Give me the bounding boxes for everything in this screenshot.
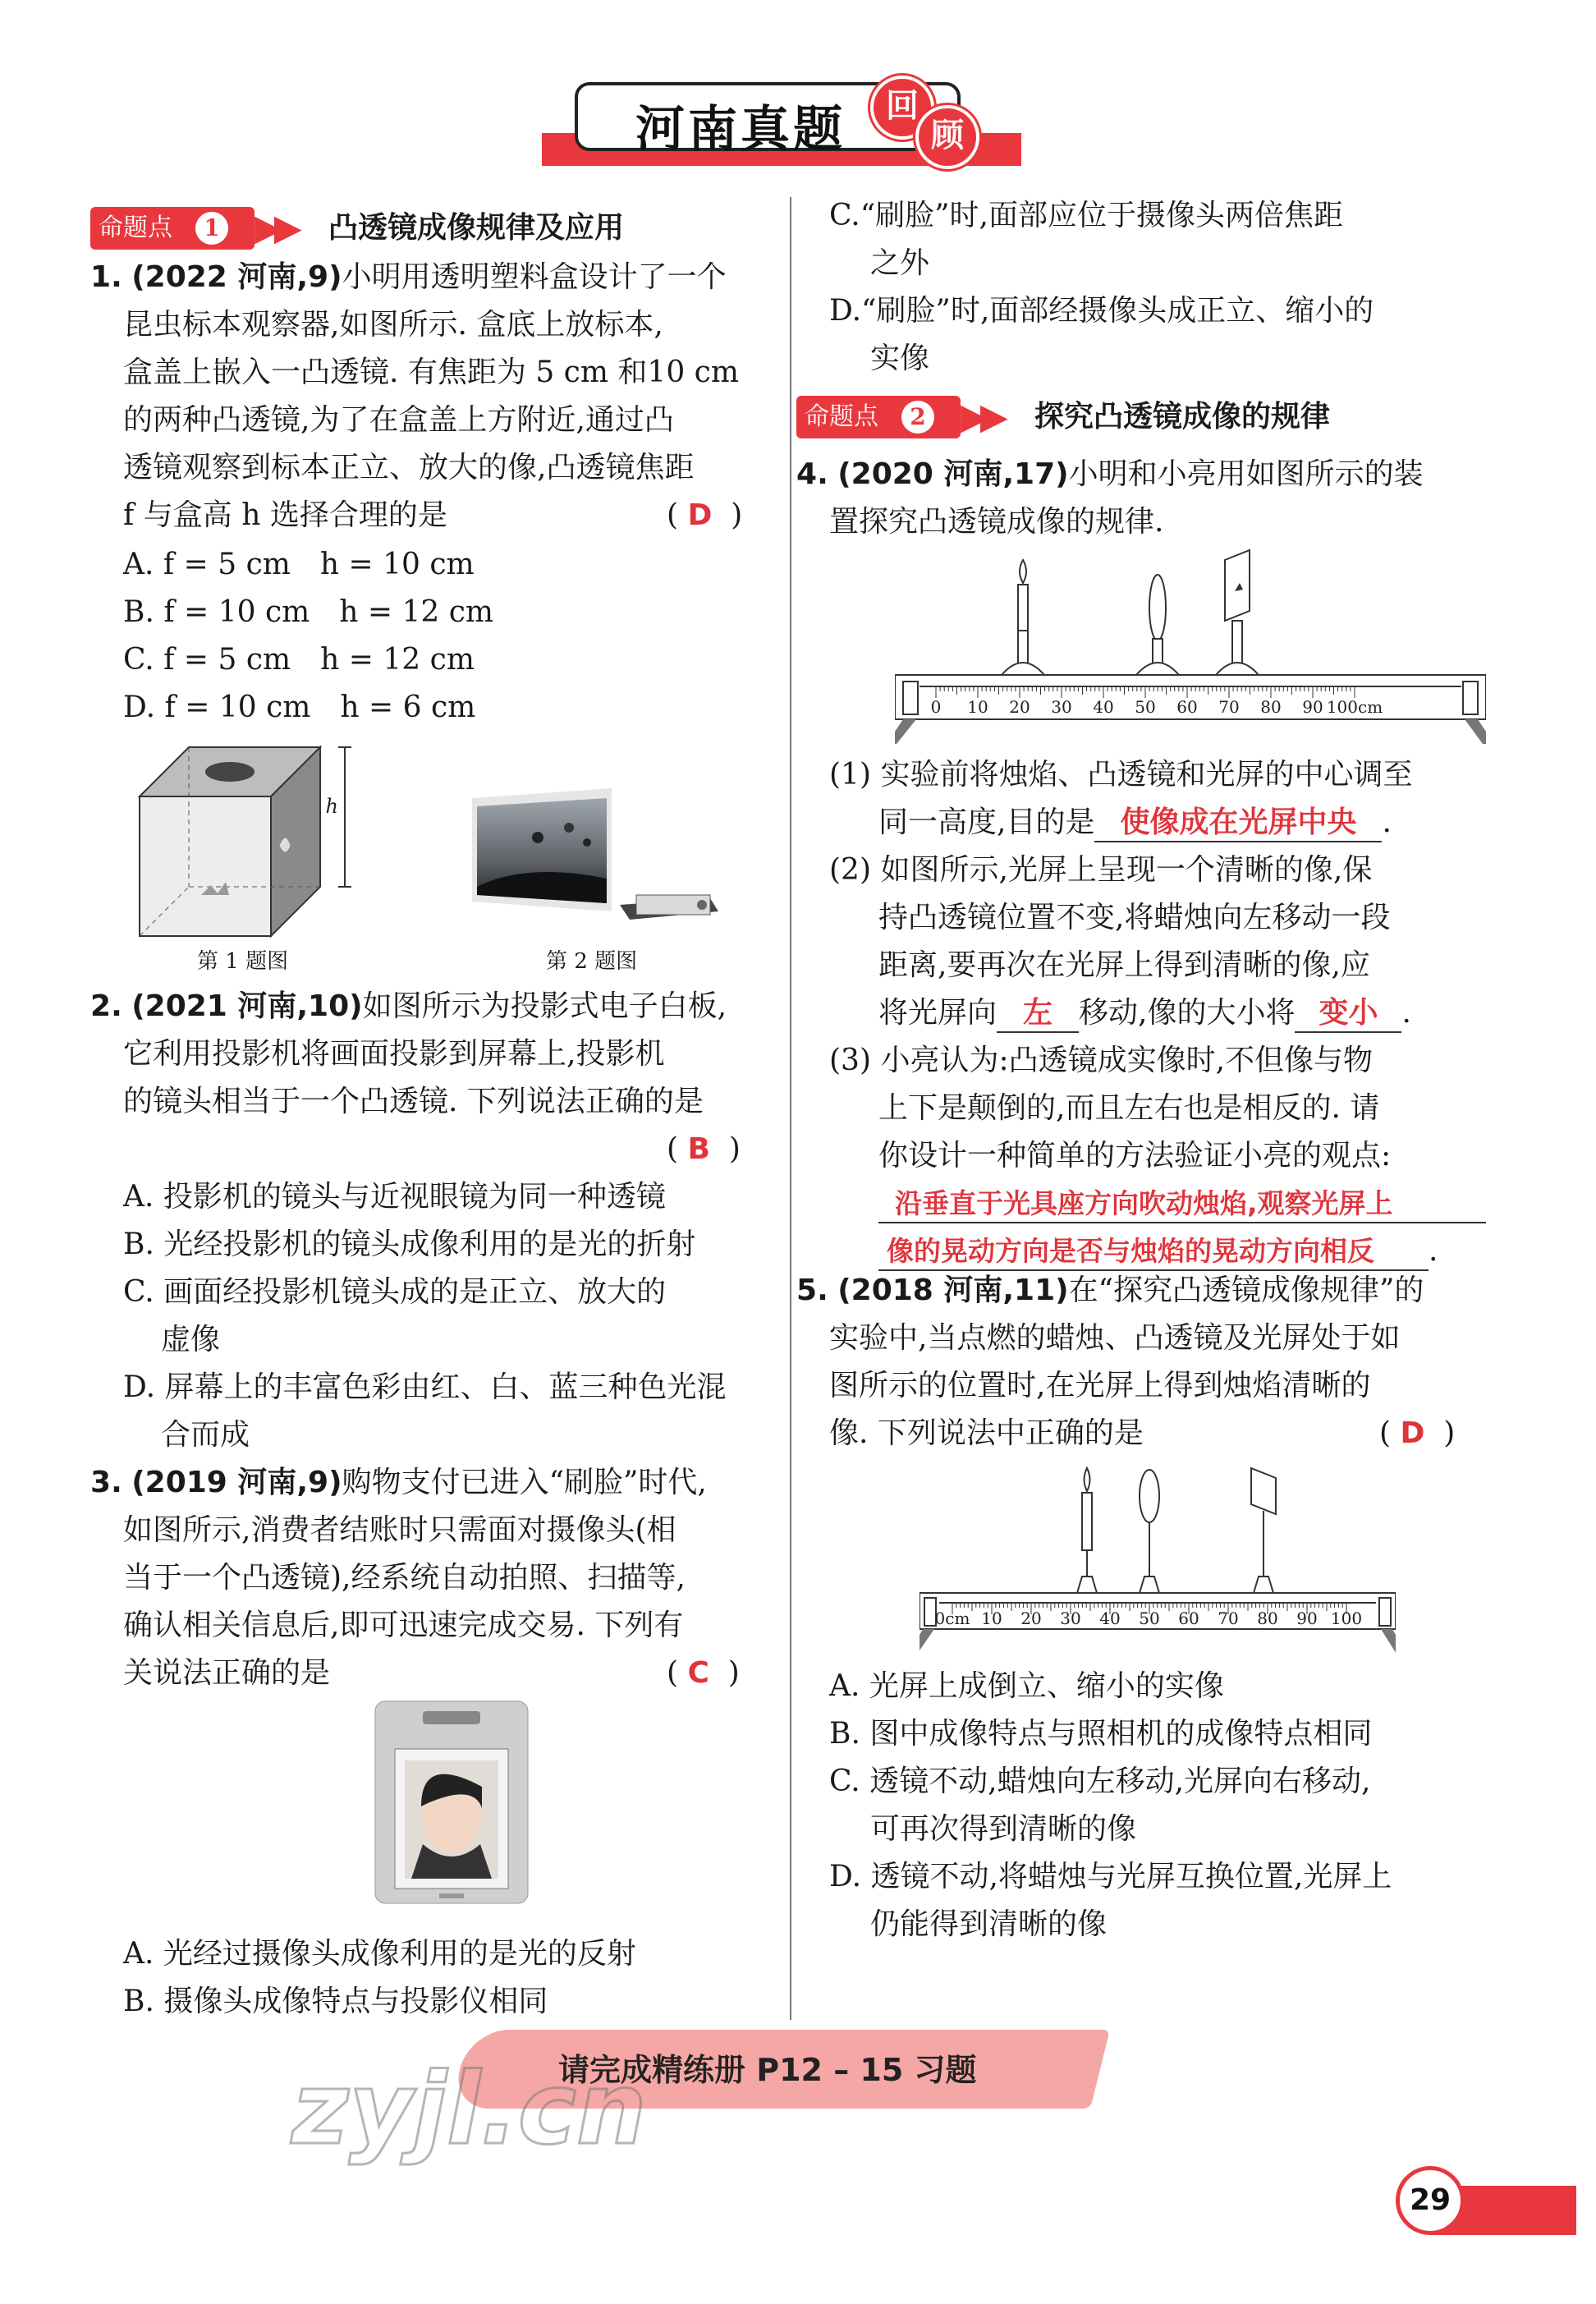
ruler-label: 100	[1330, 1609, 1363, 1628]
q2-number: 2	[90, 989, 112, 1023]
q1-text-line: 昆虫标本观察器,如图所示. 盒底上放标本,	[123, 308, 663, 342]
q2-projector-figure	[472, 788, 735, 936]
q3-answer-bracket: ( C )	[667, 1656, 740, 1690]
q2-option-c-cont: 虚像	[161, 1323, 221, 1356]
q1-answer: D	[687, 498, 713, 532]
q4-p1-period: .	[1382, 805, 1392, 839]
ruler-label: 30	[1051, 697, 1072, 717]
q2-option-b: B. 光经投影机的镜头成像利用的是光的折射	[123, 1228, 696, 1261]
header-banner	[542, 82, 1021, 168]
q2-option-c: C. 画面经投影机镜头成的是正立、放大的	[123, 1275, 667, 1309]
q1-answer-bracket: ( D )	[667, 498, 743, 532]
q4-p2-answer-blank-1: 左	[997, 995, 1079, 1033]
q3-text-line: 如图所示,消费者结账时只需面对摄像头(相	[123, 1513, 676, 1547]
q4-p3-answer-blank-2: 像的晃动方向是否与烛焰的晃动方向相反	[878, 1233, 1429, 1271]
ruler-label: 90	[1296, 1609, 1318, 1628]
ruler-label: 10	[981, 1609, 1002, 1628]
q3-option-c-cont: 之外	[870, 246, 930, 280]
ruler-label: 100cm	[1326, 697, 1383, 717]
footer-exercise-text: 请完成精练册 P12 – 15 习题	[558, 2052, 977, 2088]
q5-text-line: 像. 下列说法中正确的是	[829, 1416, 1144, 1450]
q4-p3-line2: 上下是颠倒的,而且左右也是相反的. 请	[878, 1091, 1380, 1125]
q5-option-b: B. 图中成像特点与照相机的成像特点相同	[829, 1717, 1373, 1751]
ruler-label: 40	[1093, 697, 1114, 717]
ruler-label: 0	[930, 697, 942, 717]
q5-ruler-labels	[935, 1609, 1363, 1628]
q2-option-d-cont: 合而成	[161, 1418, 250, 1452]
column-divider	[790, 197, 791, 2020]
ruler-label: 20	[1020, 1609, 1042, 1628]
q5-text-line: 在“探究凸透镜成像规律”的	[1068, 1274, 1424, 1307]
q3-option-d-cont: 实像	[870, 342, 930, 375]
q4-p3-answer-blank-1: 沿垂直于光具座方向吹动烛焰,观察光屏上	[878, 1186, 1486, 1223]
ruler-label: 70	[1218, 1609, 1239, 1628]
q2-text-line: 它利用投影机将画面投影到屏幕上,投影机	[123, 1037, 665, 1071]
page-title: 河南真题	[635, 101, 846, 158]
ruler-label: 50	[1135, 697, 1156, 717]
q1-text-line: 小明用透明塑料盒设计了一个	[342, 260, 727, 294]
q4-p1-text: 同一高度,目的是	[878, 805, 1095, 839]
q1-option-b: B. f = 10 cm h = 12 cm	[123, 595, 494, 629]
double-arrow-icon: ▶▶	[961, 396, 1000, 438]
q3-first-line: 3. (2019 河南,9)购物支付已进入“刷脸”时代,	[90, 1466, 707, 1499]
section-tag-label: 命题点	[796, 396, 961, 438]
section-title: 凸透镜成像规律及应用	[328, 211, 625, 245]
q5-text-line: 图所示的位置时,在光屏上得到烛焰清晰的	[829, 1369, 1371, 1402]
q3-text-line: 关说法正确的是	[123, 1656, 331, 1690]
ruler-label: 90	[1302, 697, 1323, 717]
section-tag-label: 命题点	[90, 207, 255, 250]
q5-option-c: C. 透镜不动,蜡烛向左移动,光屏向右移动,	[829, 1765, 1371, 1798]
section-tag-number: 2	[901, 401, 934, 434]
q4-p2-period: .	[1401, 996, 1411, 1030]
q5-option-d: D. 透镜不动,将蜡烛与光屏互换位置,光屏上	[829, 1860, 1392, 1893]
q5-option-a: A. 光屏上成倒立、缩小的实像	[829, 1669, 1224, 1703]
q2-figure-caption: 第 2 题图	[546, 949, 638, 974]
q2-option-d: D. 屏幕上的丰富色彩由红、白、蓝三种色光混	[123, 1370, 727, 1404]
q3-answer: C	[687, 1656, 709, 1690]
q1-option-a: A. f = 5 cm h = 10 cm	[123, 548, 475, 581]
ruler-label: 20	[1009, 697, 1030, 717]
q3-text-line: 确认相关信息后,即可迅速完成交易. 下列有	[123, 1609, 684, 1642]
q1-text-line: f 与盒高 h 选择合理的是	[123, 498, 447, 532]
page-number-badge	[1396, 2159, 1560, 2242]
q1-first-line: 1. (2022 河南,9)小明用透明塑料盒设计了一个	[90, 260, 727, 294]
q1-number: 1	[90, 260, 112, 294]
q5-answer: D	[1400, 1416, 1425, 1450]
q4-p2-text: 将光屏向	[878, 996, 998, 1030]
q3-option-c: C.“刷脸”时,面部应位于摄像头两倍焦距	[829, 199, 1343, 232]
ruler-label: 60	[1178, 1609, 1199, 1628]
ruler-label: 80	[1257, 1609, 1278, 1628]
q1-h-label: h	[325, 795, 338, 818]
q2-option-a: A. 投影机的镜头与近视眼镜为同一种透镜	[123, 1180, 666, 1214]
q3-number: 3	[90, 1466, 112, 1499]
ruler-label: 0cm	[934, 1609, 970, 1628]
q1-box-figure	[123, 739, 369, 944]
header-bubble-2: 顾	[915, 105, 979, 169]
page-number: 29	[1396, 2166, 1465, 2235]
q4-p3-line3: 你设计一种简单的方法验证小亮的观点:	[878, 1139, 1392, 1173]
q3-option-a: A. 光经过摄像头成像利用的是光的反射	[123, 1937, 636, 1971]
q4-p2-line4	[878, 990, 1411, 1036]
q5-number: 5	[796, 1274, 818, 1307]
q5-first-line: 5. (2018 河南,11)在“探究凸透镜成像规律”的	[796, 1274, 1424, 1307]
q4-p1-answer-blank: 使像成在光屏中央	[1094, 805, 1382, 842]
q2-source: (2021 河南,10)	[131, 989, 363, 1023]
q4-optical-bench-figure	[895, 542, 1486, 747]
q3-text-line: 当于一个凸透镜),经系统自动拍照、扫描等,	[123, 1561, 686, 1595]
q3-option-b: B. 摄像头成像特点与投影仪相同	[123, 1985, 548, 2018]
q1-option-c: C. f = 5 cm h = 12 cm	[123, 643, 475, 677]
ruler-label: 30	[1060, 1609, 1081, 1628]
ruler-label: 80	[1260, 697, 1282, 717]
q5-source: (2018 河南,11)	[837, 1274, 1069, 1307]
header-bubble-1: 回	[870, 76, 934, 140]
q5-text-line: 实验中,当点燃的蜡烛、凸透镜及光屏处于如	[829, 1321, 1401, 1355]
q2-answer: B	[687, 1132, 710, 1166]
q1-option-d: D. f = 10 cm h = 6 cm	[123, 691, 476, 724]
q4-p1-line1: (1) 实验前将烛焰、凸透镜和光屏的中心调至	[829, 758, 1413, 792]
q4-p3-line1: (3) 小亮认为:凸透镜成实像时,不但像与物	[829, 1044, 1374, 1077]
ruler-label: 10	[967, 697, 988, 717]
q4-p2-line2: 持凸透镜位置不变,将蜡烛向左移动一段	[878, 901, 1391, 934]
q3-text-line: 购物支付已进入“刷脸”时代,	[342, 1466, 707, 1499]
section-tag-number: 1	[195, 212, 228, 245]
section-tag-1	[90, 207, 665, 250]
ruler-label: 70	[1218, 697, 1240, 717]
section-title: 探究凸透镜成像的规律	[1034, 400, 1331, 434]
ruler-label: 40	[1099, 1609, 1121, 1628]
q4-text-line: 置探究凸透镜成像的规律.	[829, 505, 1164, 539]
q4-text-line: 小明和小亮用如图所示的装	[1068, 457, 1424, 491]
watermark-text: zyjl.cn	[291, 2053, 647, 2167]
q4-p3-period: .	[1429, 1234, 1438, 1268]
double-arrow-icon: ▶▶	[255, 207, 294, 249]
q4-p2-answer-blank-2: 变小	[1295, 995, 1401, 1033]
q3-option-d: D.“刷脸”时,面部经摄像头成正立、缩小的	[829, 294, 1374, 328]
ruler-label: 60	[1176, 697, 1198, 717]
q3-face-terminal-figure	[374, 1700, 530, 1905]
ruler-label: 50	[1139, 1609, 1160, 1628]
q2-text-line: 的镜头相当于一个凸透镜. 下列说法正确的是	[123, 1085, 704, 1118]
q4-p3-answer-line1	[878, 1181, 1486, 1227]
q2-answer-bracket: ( B )	[667, 1132, 741, 1166]
q1-text-line: 透镜观察到标本正立、放大的像,凸透镜焦距	[123, 451, 695, 484]
q2-text-line: 如图所示为投影式电子白板,	[362, 989, 727, 1023]
q4-first-line: 4. (2020 河南,17)小明和小亮用如图所示的装	[796, 457, 1424, 491]
section-tag-2	[796, 396, 1420, 438]
q5-answer-bracket: ( D )	[1379, 1416, 1456, 1450]
q5-option-d-cont: 仍能得到清晰的像	[870, 1907, 1108, 1941]
q4-p1-line2	[878, 800, 1392, 846]
q4-p2-line3: 距离,要再次在光屏上得到清晰的像,应	[878, 948, 1370, 982]
q1-text-line: 盒盖上嵌入一凸透镜. 有焦距为 5 cm 和10 cm	[123, 356, 739, 389]
q4-p2-text: 移动,像的大小将	[1079, 996, 1296, 1030]
q1-figure-caption: 第 1 题图	[197, 949, 289, 974]
q3-source: (2019 河南,9)	[131, 1466, 342, 1499]
q5-optical-bench-figure	[920, 1462, 1396, 1659]
q4-source: (2020 河南,17)	[837, 457, 1069, 491]
q2-first-line: 2. (2021 河南,10)如图所示为投影式电子白板,	[90, 989, 727, 1023]
q1-text-line: 的两种凸透镜,为了在盒盖上方附近,通过凸	[123, 403, 674, 437]
q4-number: 4	[796, 457, 818, 491]
q4-p2-line1: (2) 如图所示,光屏上呈现一个清晰的像,保	[829, 853, 1373, 887]
q5-option-c-cont: 可再次得到清晰的像	[870, 1812, 1137, 1846]
q1-source: (2022 河南,9)	[131, 260, 342, 294]
